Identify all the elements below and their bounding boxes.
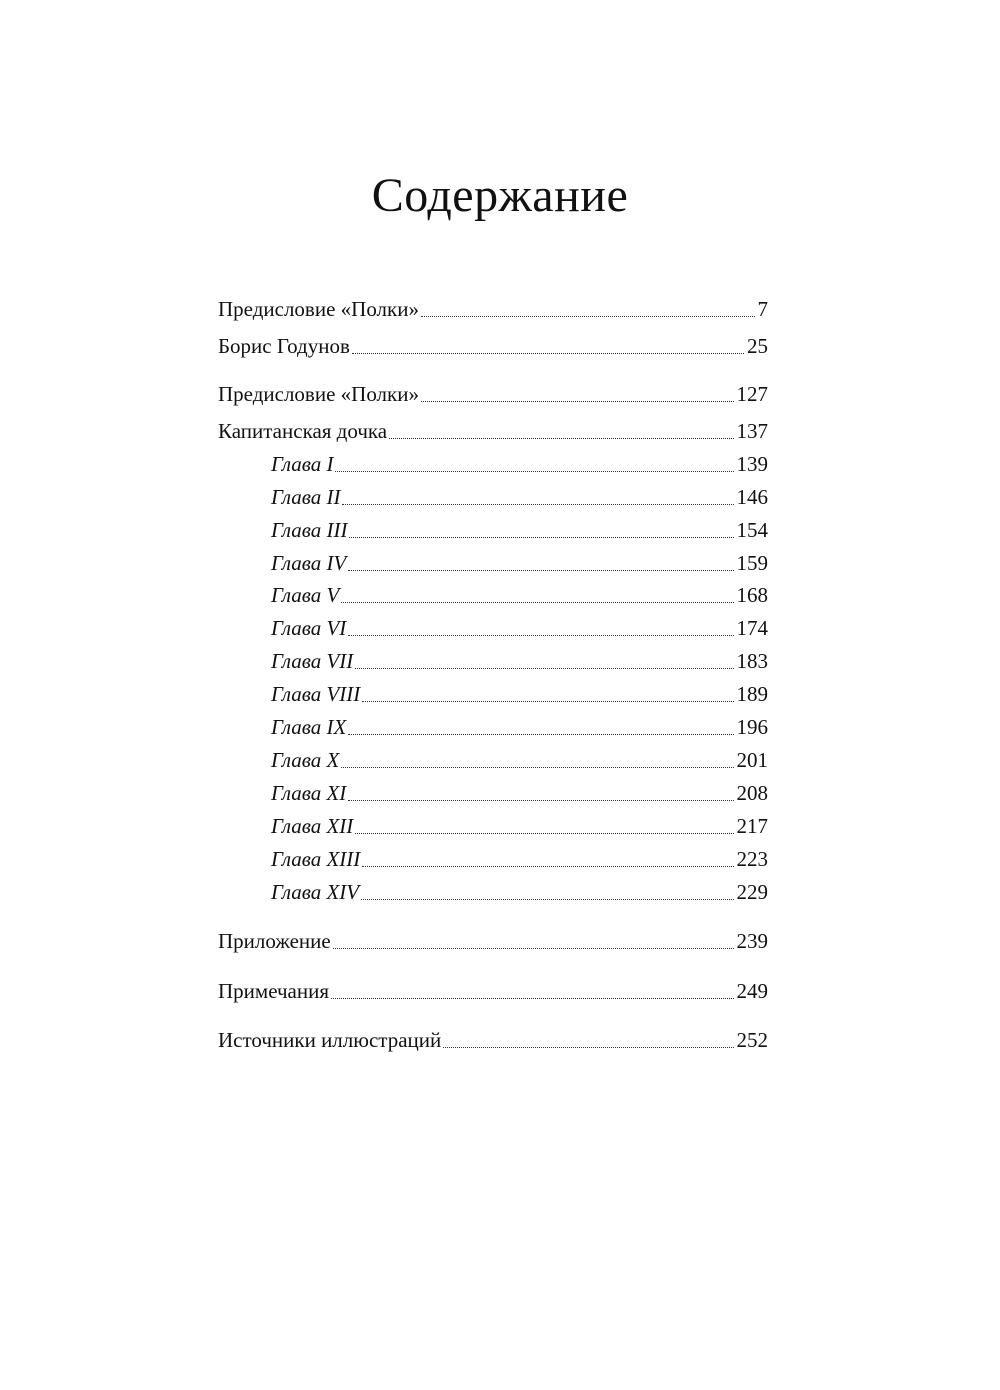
toc-entry-label: Приложение: [218, 929, 331, 953]
dot-leader: [341, 601, 733, 603]
toc-page-number: 217: [736, 814, 768, 838]
toc-entry-label: Глава II: [271, 485, 341, 509]
toc-entry-label: Глава VI: [271, 616, 347, 640]
toc-page-number: 168: [736, 583, 768, 607]
toc-entry-label: Глава VIII: [271, 682, 361, 706]
dot-leader: [349, 536, 733, 538]
toc-chapter-1[interactable]: [271, 451, 768, 477]
toc-entry-label: Предисловие «Полки»: [218, 297, 419, 321]
dot-leader: [348, 733, 733, 735]
page-title: Содержание: [371, 169, 629, 222]
toc-page-number: 174: [736, 616, 768, 640]
dot-leader: [421, 400, 734, 402]
toc-entry-captains-daughter[interactable]: [218, 418, 768, 444]
toc-chapter-12[interactable]: [271, 813, 768, 839]
toc-page-number: 25: [747, 334, 768, 358]
dot-leader: [341, 766, 733, 768]
toc-entry-label: Глава XII: [271, 814, 354, 838]
toc-page-number: 139: [736, 452, 768, 476]
dot-leader: [348, 799, 733, 801]
toc-page-number: 239: [736, 929, 768, 953]
toc-entry-label: Глава XIV: [271, 880, 360, 904]
toc-page-number: 223: [736, 847, 768, 871]
toc-chapter-13[interactable]: [271, 846, 768, 872]
dot-leader: [443, 1046, 733, 1048]
toc-chapter-8[interactable]: [271, 681, 768, 707]
toc-entry-foreword-2[interactable]: [218, 381, 768, 407]
toc-page-number: 7: [757, 297, 768, 321]
toc-page-number: 183: [736, 649, 768, 673]
toc-entry-label: Глава IV: [271, 551, 347, 575]
toc-page-number: 229: [736, 880, 768, 904]
dot-leader: [333, 947, 734, 949]
toc-entry-label: Примечания: [218, 979, 330, 1003]
toc-entry-label: Глава III: [271, 518, 348, 542]
toc-entry-label: Глава I: [271, 452, 334, 476]
toc-chapter-10[interactable]: [271, 747, 768, 773]
toc-chapter-14[interactable]: [271, 879, 768, 905]
dot-leader: [355, 832, 733, 834]
toc-page-number: 159: [736, 551, 768, 575]
dot-leader: [348, 634, 733, 636]
toc-entry-illustration-sources[interactable]: [218, 1027, 768, 1053]
toc-page-number: 196: [736, 715, 768, 739]
toc-entry-label: Источники иллюстраций: [218, 1028, 442, 1052]
toc-page-number: 249: [736, 979, 768, 1003]
toc-entry-label: Капитанская дочка: [218, 419, 388, 443]
toc-entry-label: Борис Годунов: [218, 334, 350, 358]
toc-entry-label: Глава IX: [271, 715, 347, 739]
toc-entry-boris-godunov[interactable]: [218, 333, 768, 359]
dot-leader: [421, 315, 755, 317]
toc-entry-foreword-1[interactable]: [218, 296, 768, 322]
toc-entry-label: Глава X: [271, 748, 340, 772]
dot-leader: [342, 503, 733, 505]
toc-chapter-6[interactable]: [271, 615, 768, 641]
toc-chapter-2[interactable]: [271, 484, 768, 510]
toc-chapter-3[interactable]: [271, 517, 768, 543]
toc-chapter-7[interactable]: [271, 648, 768, 674]
dot-leader: [335, 470, 733, 472]
dot-leader: [331, 997, 733, 999]
dot-leader: [355, 667, 733, 669]
toc-chapter-11[interactable]: [271, 780, 768, 806]
toc-page-number: 137: [736, 419, 768, 443]
toc-page-number: 201: [736, 748, 768, 772]
toc-entry-label: Глава XIII: [271, 847, 361, 871]
toc-page-number: 146: [736, 485, 768, 509]
dot-leader: [348, 569, 733, 571]
toc-entry-label: Глава VII: [271, 649, 354, 673]
dot-leader: [389, 437, 733, 439]
toc-entry-appendix[interactable]: [218, 928, 768, 954]
toc-page-number: 189: [736, 682, 768, 706]
toc-page-number: 208: [736, 781, 768, 805]
toc-entry-label: Глава XI: [271, 781, 347, 805]
toc-page-number: 127: [736, 382, 768, 406]
table-of-contents: [218, 0, 768, 1390]
toc-page-number: 252: [736, 1028, 768, 1052]
toc-entry-label: Предисловие «Полки»: [218, 382, 419, 406]
toc-entry-notes[interactable]: [218, 978, 768, 1004]
toc-page-number: 154: [736, 518, 768, 542]
dot-leader: [361, 898, 733, 900]
toc-entry-label: Глава V: [271, 583, 340, 607]
dot-leader: [362, 865, 733, 867]
toc-chapter-5[interactable]: [271, 582, 768, 608]
dot-leader: [362, 700, 733, 702]
toc-chapter-4[interactable]: [271, 550, 768, 576]
dot-leader: [352, 352, 744, 354]
toc-chapter-9[interactable]: [271, 714, 768, 740]
